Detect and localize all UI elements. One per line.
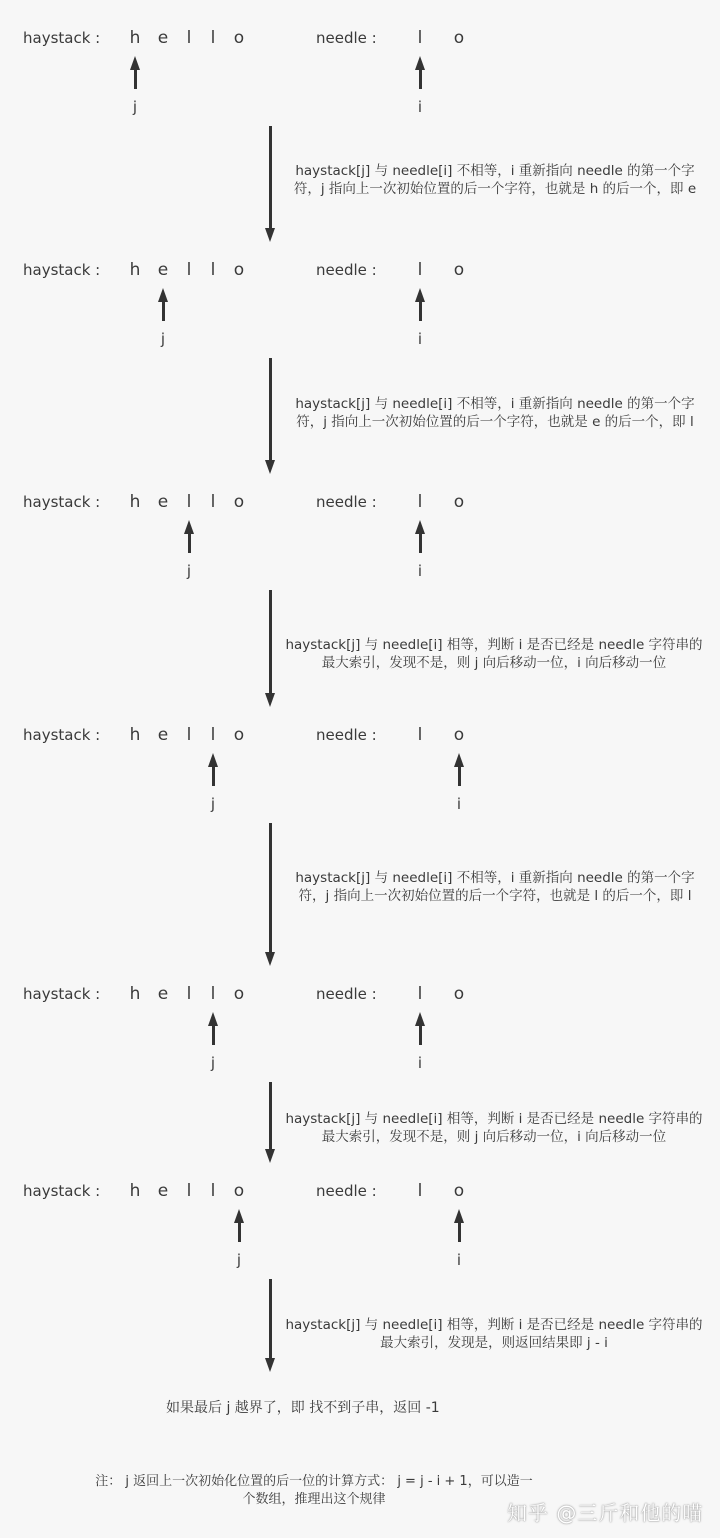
needle-label: needle :: [316, 726, 377, 744]
footnote-line-1: 注： j 返回上一次初始化位置的后一位的计算方式： j = j - i + 1，可以造一: [95, 1474, 533, 1489]
haystack-char: l: [210, 28, 216, 48]
transition-description-line-1: haystack[j] 与 needle[i] 相等，判断 i 是否已经是 needle 字符串的: [285, 1111, 703, 1127]
haystack-char: l: [210, 260, 216, 280]
haystack-label: haystack :: [23, 1182, 101, 1200]
transition-description: [285, 1316, 702, 1352]
transition-description: [285, 636, 702, 672]
out-of-bounds-note: 如果最后 j 越界了，即 找不到子串，返回 -1: [166, 1400, 440, 1416]
needle-char: o: [453, 1181, 465, 1201]
j-pointer-label: j: [160, 330, 166, 348]
haystack-char: e: [157, 492, 169, 512]
haystack-char: l: [210, 984, 216, 1004]
haystack-char: e: [157, 1181, 169, 1201]
haystack-label: haystack :: [23, 726, 101, 744]
i-pointer-label: i: [417, 1054, 423, 1072]
transition-description-line-2: 最大索引，发现不是，则 j 向后移动一位，i 向后移动一位: [321, 1129, 667, 1145]
needle-char: l: [417, 260, 423, 280]
i-pointer-label: i: [417, 98, 423, 116]
haystack-char: e: [157, 28, 169, 48]
haystack-char: o: [233, 260, 245, 280]
haystack-char: o: [233, 492, 245, 512]
haystack-char: h: [129, 1181, 141, 1201]
needle-char: l: [417, 1181, 423, 1201]
i-pointer-label: i: [456, 1251, 462, 1269]
needle-label: needle :: [316, 261, 377, 279]
j-pointer-label: j: [132, 98, 138, 116]
transition-description-line-1: haystack[j] 与 needle[i] 不相等，i 重新指向 needle 的第一个字: [295, 163, 695, 179]
haystack-char: o: [233, 725, 245, 745]
j-pointer-arrow: [212, 766, 215, 786]
needle-label: needle :: [316, 1182, 377, 1200]
j-pointer-arrow: [162, 301, 165, 321]
transition-description: [295, 869, 694, 905]
haystack-char: l: [186, 260, 192, 280]
haystack-char: l: [186, 725, 192, 745]
haystack-char: o: [233, 984, 245, 1004]
haystack-label: haystack :: [23, 985, 101, 1003]
haystack-char: h: [129, 984, 141, 1004]
transition-description-line-2: 最大索引，发现不是，则 j 向后移动一位，i 向后移动一位: [321, 655, 667, 671]
needle-char: o: [453, 492, 465, 512]
transition-description: [294, 162, 696, 198]
needle-char: l: [417, 725, 423, 745]
transition-description-line-2: 符，j 指向上一次初始位置的后一个字符，也就是 l 的后一个，即 l: [298, 888, 692, 904]
needle-char: l: [417, 28, 423, 48]
transition-arrow: [269, 126, 272, 229]
haystack-label: haystack :: [23, 29, 101, 47]
haystack-label: haystack :: [23, 493, 101, 511]
needle-char: o: [453, 984, 465, 1004]
transition-description-line-1: haystack[j] 与 needle[i] 不相等，i 重新指向 needle 的第一个字: [295, 396, 695, 412]
needle-char: l: [417, 984, 423, 1004]
j-pointer-arrow: [188, 533, 191, 553]
haystack-char: e: [157, 725, 169, 745]
j-pointer-label: j: [210, 1054, 216, 1072]
transition-description-line-1: haystack[j] 与 needle[i] 相等，判断 i 是否已经是 needle 字符串的: [285, 1317, 703, 1333]
haystack-char: l: [210, 1181, 216, 1201]
footnote: [95, 1473, 532, 1509]
j-pointer-arrow: [134, 69, 137, 89]
haystack-char: h: [129, 492, 141, 512]
transition-description-line-1: haystack[j] 与 needle[i] 相等，判断 i 是否已经是 needle 字符串的: [285, 637, 703, 653]
haystack-label: haystack :: [23, 261, 101, 279]
needle-char: o: [453, 260, 465, 280]
haystack-char: o: [233, 1181, 245, 1201]
haystack-char: e: [157, 260, 169, 280]
haystack-char: l: [186, 1181, 192, 1201]
i-pointer-label: i: [456, 795, 462, 813]
j-pointer-arrow: [238, 1222, 241, 1242]
transition-description-line-2: 符，j 指向上一次初始位置的后一个字符，也就是 h 的后一个，即 e: [293, 181, 697, 197]
i-pointer-arrow: [458, 766, 461, 786]
j-pointer-label: j: [210, 795, 216, 813]
watermark: 知乎 @三斤和他的喵: [507, 1501, 704, 1525]
haystack-char: h: [129, 260, 141, 280]
transition-description: [295, 395, 694, 431]
i-pointer-label: i: [417, 562, 423, 580]
haystack-char: l: [210, 725, 216, 745]
haystack-char: o: [233, 28, 245, 48]
transition-arrow: [269, 1279, 272, 1359]
needle-char: o: [453, 725, 465, 745]
i-pointer-arrow: [419, 69, 422, 89]
haystack-char: l: [186, 28, 192, 48]
transition-description-line-1: haystack[j] 与 needle[i] 不相等，i 重新指向 needle 的第一个字: [295, 870, 695, 886]
transition-description-line-2: 最大索引，发现是，则返回结果即 j - i: [380, 1335, 608, 1351]
haystack-char: l: [186, 492, 192, 512]
needle-label: needle :: [316, 29, 377, 47]
footnote-line-2: 个数组，推理出这个规律: [242, 1492, 386, 1507]
needle-label: needle :: [316, 493, 377, 511]
needle-char: l: [417, 492, 423, 512]
i-pointer-label: i: [417, 330, 423, 348]
transition-arrow: [269, 1082, 272, 1150]
i-pointer-arrow: [419, 301, 422, 321]
needle-char: o: [453, 28, 465, 48]
haystack-char: l: [186, 984, 192, 1004]
transition-description-line-2: 符，j 指向上一次初始位置的后一个字符，也就是 e 的后一个，即 l: [296, 414, 694, 430]
transition-arrow: [269, 823, 272, 953]
transition-description: [285, 1110, 702, 1146]
haystack-char: e: [157, 984, 169, 1004]
i-pointer-arrow: [419, 533, 422, 553]
j-pointer-arrow: [212, 1025, 215, 1045]
transition-arrow: [269, 358, 272, 461]
haystack-char: l: [210, 492, 216, 512]
needle-label: needle :: [316, 985, 377, 1003]
transition-arrow: [269, 590, 272, 694]
j-pointer-label: j: [186, 562, 192, 580]
haystack-char: h: [129, 725, 141, 745]
i-pointer-arrow: [419, 1025, 422, 1045]
haystack-char: h: [129, 28, 141, 48]
i-pointer-arrow: [458, 1222, 461, 1242]
j-pointer-label: j: [236, 1251, 242, 1269]
